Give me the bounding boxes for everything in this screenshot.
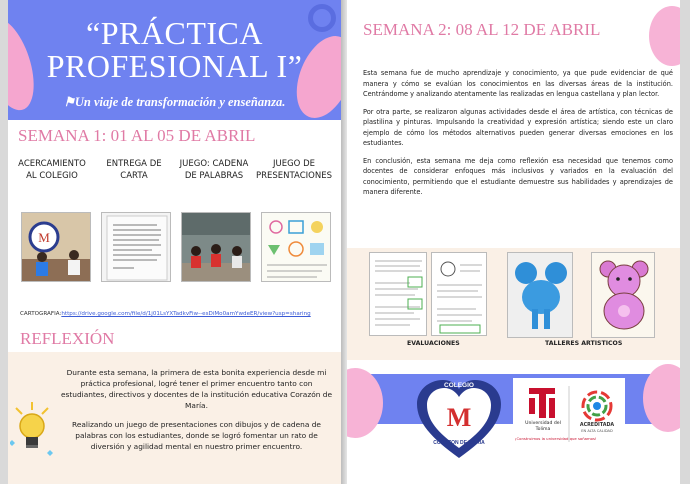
- presentations-game-photo: [261, 212, 331, 282]
- ut-motto: ¡Construimos la universidad que soñamos!: [515, 436, 597, 441]
- title-line-2: PROFESIONAL I”: [46, 48, 303, 84]
- cartografia-line: [20, 311, 338, 317]
- svg-text:M: M: [446, 403, 472, 432]
- left-page: [8, 0, 341, 484]
- blue-handprint-photo: [507, 252, 573, 338]
- activity-label: JUEGO DE PRESENTACIONES: [256, 159, 332, 181]
- pink-blob-decoration: [649, 6, 680, 66]
- lightbulb-icon: [10, 400, 56, 460]
- colegio-corazon-de-maria-logo: [411, 374, 507, 464]
- week2-heading: SEMANA 2: 08 AL 12 DE ABRIL: [363, 20, 601, 39]
- letter-photo: [101, 212, 171, 282]
- cartografia-label: CARTOGRAFIA:: [20, 311, 62, 317]
- week2-body: [363, 68, 673, 205]
- reflexion-paragraph-2: Realizando un juego de presentaciones con dibujos y de cadena de palabras con los estudiantes, donde se logró fomentar un rato de diversión y agilidad mental en nuestro primer encuentro.: [72, 420, 321, 451]
- week2-paragraph-1: Esta semana fue de mucho aprendizaje y conocimiento, ya que pude evidenciar de qué manera y cómo se evalúan los conocimientos en las diversas áreas de la institución. Centrándome y analizando atentamente las realizadas en lengua castellana y plan lector.: [363, 69, 673, 98]
- week2-paragraph-2: Por otra parte, se realizaron algunas actividades desde el área de artística, con técnicas de plastilina y pinturas. Impulsando la creatividad y expresión artística; siendo este un claro ejemplo de cómo los métodos alternativos pueden generar diversas emociones en los estudiantes.: [363, 107, 673, 147]
- title-line-1: “PRÁCTICA: [86, 15, 263, 51]
- school-visit-photo: [21, 212, 91, 282]
- caption-talleres: TALLERES ARTISTICOS: [545, 340, 623, 347]
- activity-label: JUEGO: CADENA DE PALABRAS: [179, 159, 249, 181]
- subtitle-text: Un viaje de transformación y enseñanza.: [74, 95, 286, 109]
- acreditada-sublabel: EN ALTA CALIDAD: [581, 429, 613, 433]
- activity-label: ACERCAMIENTO AL COLEGIO: [18, 159, 86, 181]
- cartografia-link[interactable]: https://drive.google.com/file/d/1j01LsYXTadkvFiw--esDiMo0amYwdeER/view?usp=sharing: [61, 311, 311, 317]
- caption-evaluaciones: EVALUACIONES: [407, 340, 460, 347]
- ut-name: Universidad del Tolima: [525, 421, 561, 432]
- evaluation-sheet-photo: [369, 252, 427, 336]
- reflexion-paragraph-1: Durante esta semana, la primera de esta bonita experiencia desde mi práctica profesional, logré tener el primer encuentro tanto con estudiantes, directivos y docentes de la institución educativa Corazón de María.: [60, 368, 333, 410]
- reflexion-heading: REFLEXIÓN: [20, 329, 115, 348]
- svg-text:M: M: [38, 230, 50, 245]
- page-title: [8, 17, 341, 83]
- week2-paragraph-3: En conclusión, esta semana me deja como reflexión esa necesidad que tenemos como docentes de considerar enfoques más inclusivos y variados en la evaluación del conocimiento, permitiendo que el estudiante demuestre sus habilidades y aprendizajes de manera diferente.: [363, 156, 673, 196]
- right-page: [347, 0, 680, 484]
- acreditada-label: ACREDITADA: [579, 423, 615, 428]
- pink-bear-drawing-photo: [591, 252, 655, 338]
- word-chain-game-photo: [181, 212, 251, 282]
- reflexion-text: [60, 367, 333, 460]
- university-logos-box: [513, 378, 625, 450]
- evaluation-sheet-photo: [431, 252, 487, 336]
- svg-text:COLEGIO: COLEGIO: [444, 382, 474, 389]
- activity-label: ENTREGA DE CARTA: [106, 159, 162, 181]
- map-icon: ⚑: [63, 95, 75, 109]
- week1-heading: SEMANA 1: 01 AL 05 DE ABRIL: [18, 126, 256, 145]
- svg-text:CORAZON DE MARIA: CORAZON DE MARIA: [433, 440, 485, 446]
- page-subtitle: [8, 94, 341, 110]
